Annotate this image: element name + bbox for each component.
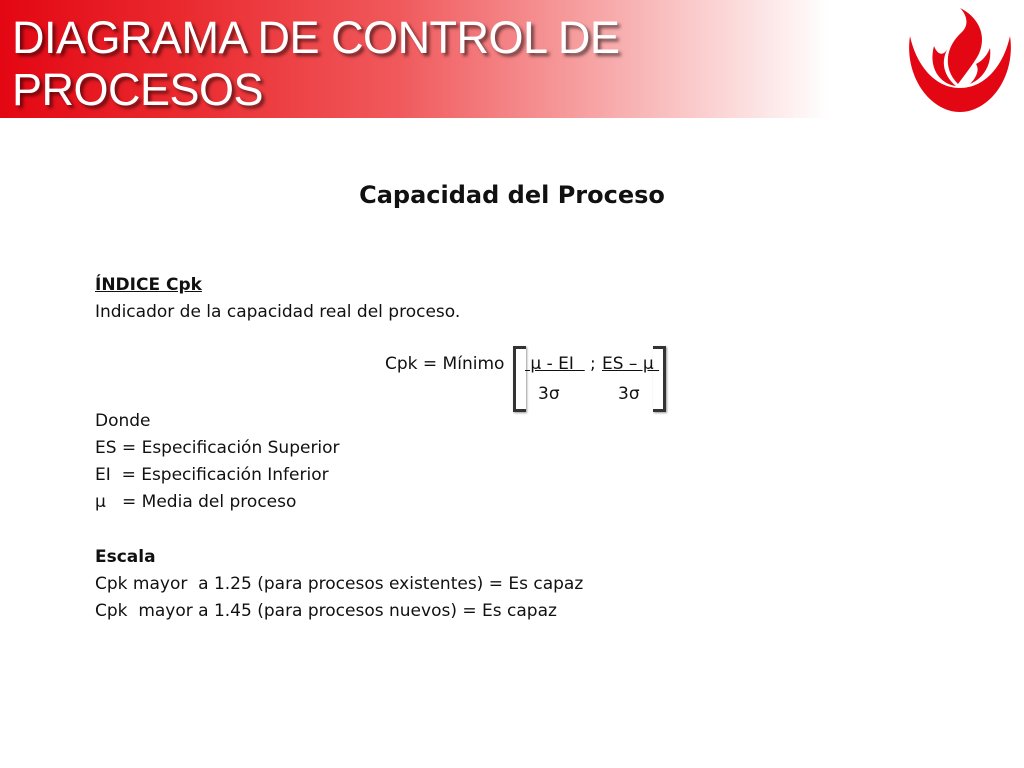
index-description: Indicador de la capacidad real del proceso. <box>95 302 461 322</box>
formula-separator: ; <box>590 354 596 374</box>
formula-denominator-1: 3σ <box>538 384 560 404</box>
index-title: ÍNDICE Cpk <box>95 275 202 295</box>
slide-title-line-1: DIAGRAMA DE CONTROL DE <box>12 12 620 63</box>
formula-denominator-2: 3σ <box>618 384 640 404</box>
section-heading: Capacidad del Proceso <box>359 181 665 209</box>
slide-title-line-2: PROCESOS <box>12 64 264 115</box>
index-block <box>95 272 795 326</box>
definitions-block <box>95 408 795 516</box>
scale-block <box>95 544 795 625</box>
definition-item: ES = Especificación Superior <box>95 438 340 458</box>
formula-label: Cpk = Mínimo <box>385 354 505 374</box>
definition-item: µ = Media del proceso <box>95 492 297 512</box>
slide-title <box>12 12 619 116</box>
scale-title: Escala <box>95 547 156 567</box>
scale-item: Cpk mayor a 1.45 (para procesos nuevos) = Es capaz <box>95 601 557 621</box>
formula-numerator-2: ES – µ <box>602 354 660 374</box>
scale-item: Cpk mayor a 1.25 (para procesos existentes) = Es capaz <box>95 574 584 594</box>
definitions-title: Donde <box>95 411 151 431</box>
flame-icon <box>900 6 1020 116</box>
formula-numerator-1: µ - EI <box>525 354 585 374</box>
formula-right-bracket <box>653 346 666 412</box>
cpk-formula <box>385 354 685 414</box>
definition-item: EI = Especificación Inferior <box>95 465 329 485</box>
title-banner <box>0 0 830 118</box>
